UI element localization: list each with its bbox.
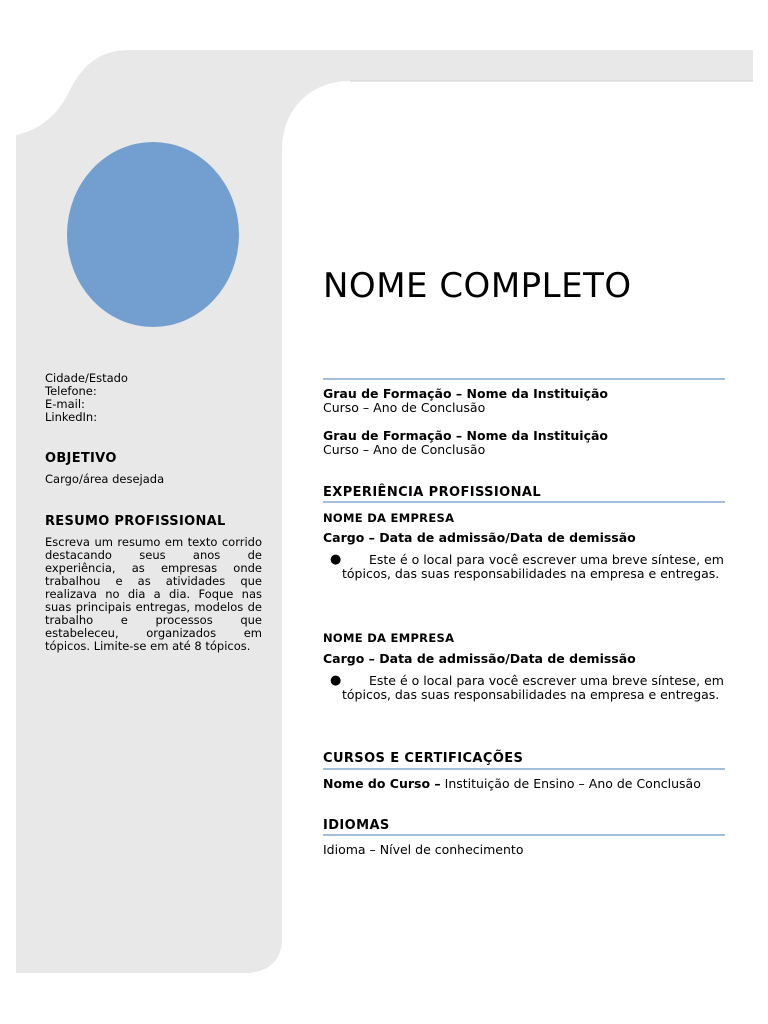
contact-email: E-mail: <box>45 397 85 411</box>
course-entry <box>323 777 701 791</box>
education-title: Grau de Formação – Nome da Instituição <box>323 428 608 443</box>
objetivo-heading: OBJETIVO <box>45 451 117 466</box>
bullet-icon: ● <box>330 673 342 688</box>
company-name: NOME DA EMPRESA <box>323 631 455 645</box>
job-bullet-text: Este é o local para você escrever uma breve síntese, em tópicos, das suas responsabilidades na empresa e entregas. <box>342 673 724 702</box>
courses-heading: CURSOS E CERTIFICAÇÕES <box>323 751 524 766</box>
job-bullet <box>330 553 725 581</box>
bullet-icon: ● <box>330 552 342 567</box>
education-detail: Curso – Ano de Conclusão <box>323 400 486 415</box>
education-title: Grau de Formação – Nome da Instituição <box>323 386 608 401</box>
resumo-text: Escreva um resumo em texto corrido destacando seus anos de experiência, as empresas onde trabalhou e as atividades que realizava no dia a dia. Foque nas suas principais entregas, modelos de trabalho e processos que estabeleceu, organizados em tópicos. Limite-se em até 8 tópicos. <box>45 535 262 653</box>
course-name: Nome do Curso – <box>323 776 441 791</box>
resumo-heading: RESUMO PROFISSIONAL <box>45 514 226 529</box>
objetivo-text: Cargo/área desejada <box>45 472 165 486</box>
education-entry <box>323 429 608 457</box>
education-detail: Curso – Ano de Conclusão <box>323 442 486 457</box>
profile-photo-placeholder <box>67 142 239 327</box>
education-entry <box>323 387 608 415</box>
contact-linkedin: LinkedIn: <box>45 410 98 424</box>
job-role: Cargo – Data de admissão/Data de demissão <box>323 530 636 545</box>
job-bullet <box>330 674 725 702</box>
job-bullet-text: Este é o local para você escrever uma breve síntese, em tópicos, das suas responsabilidades na empresa e entregas. <box>342 552 724 581</box>
company-name: NOME DA EMPRESA <box>323 511 455 525</box>
contact-info <box>45 372 128 424</box>
language-entry: Idioma – Nível de conhecimento <box>323 842 524 857</box>
courses-rule <box>323 768 725 770</box>
experience-rule <box>323 501 725 503</box>
contact-city: Cidade/Estado <box>45 371 128 385</box>
education-rule <box>323 378 725 380</box>
experience-heading: EXPERIÊNCIA PROFISSIONAL <box>323 485 542 500</box>
languages-heading: IDIOMAS <box>323 818 390 833</box>
contact-phone: Telefone: <box>45 384 97 398</box>
course-detail: Instituição de Ensino – Ano de Conclusão <box>440 776 701 791</box>
languages-rule <box>323 834 725 836</box>
job-role: Cargo – Data de admissão/Data de demissão <box>323 651 636 666</box>
full-name: NOME COMPLETO <box>323 266 632 306</box>
